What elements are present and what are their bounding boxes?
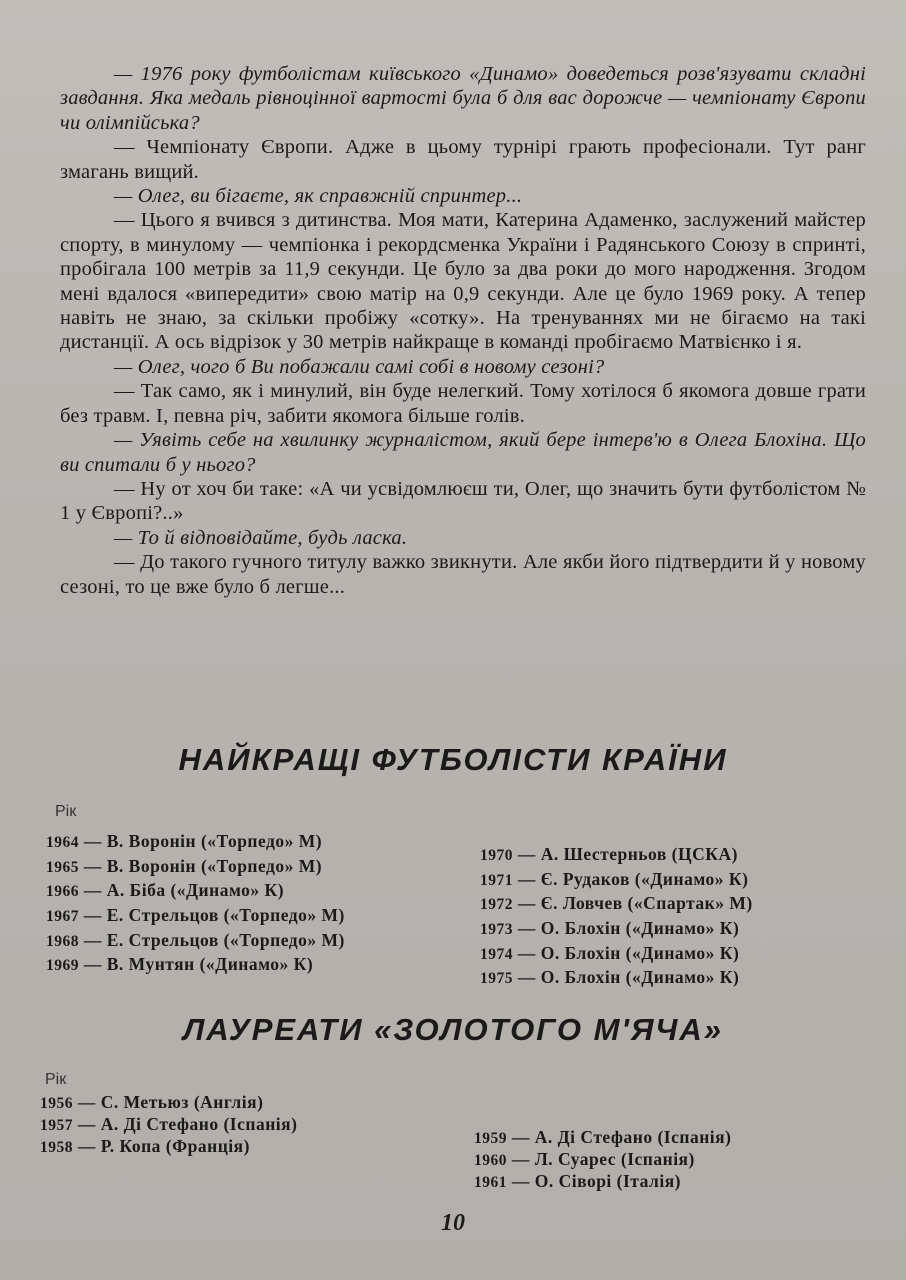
list-item: 1969 — В. Мунтян («Динамо» К) [46, 954, 314, 975]
golden-ball-list-right [474, 1126, 731, 1192]
list-item: 1960 — Л. Суарес (Іспанія) [474, 1149, 695, 1169]
list-item: 1961 — О. Сіворі (Італія) [474, 1171, 681, 1191]
interview-answer: — Чемпіонату Європи. Адже в цьому турнірі грають професіонали. Тут ранг змагань вищий. [60, 136, 866, 183]
best-players-list-right [480, 842, 753, 990]
list-item: 1968 — Е. Стрельцов («Торпедо» М) [46, 929, 345, 950]
page-number: 10 [441, 1210, 465, 1236]
list-item: 1964 — В. Воронін («Торпедо» М) [46, 831, 323, 851]
list-item: 1973 — О. Блохін («Динамо» К) [480, 918, 740, 939]
interview-question: — Олег, ви бігаєте, як справжній спринтер... [114, 185, 523, 208]
list-item: 1974 — О. Блохін («Динамо» К) [480, 942, 740, 963]
year-label: Рік [45, 1071, 67, 1088]
interview-answer: — Ну от хоч би таке: «А чи усвідомлюєш ти, Олег, що значить бути футболістом № 1 у Європі?..» [60, 477, 866, 525]
list-item: 1966 — А. Біба («Динамо» К) [46, 880, 285, 901]
best-players-heading: НАЙКРАЩІ ФУТБОЛІСТИ КРАЇНИ [178, 742, 728, 777]
interview-answer: — Цього я вчився з дитинства. Моя мати, Катерина Адаменко, заслужений майстер спорту, в минулому — чемпіонка і рекордсменка України і Радянського Союзу в спринті, пробігала 100 метрів за 11,9 секунди. Це було за два роки до мого народження. Згодом мені вдалося «випередити» свою матір на 0,9 секунди. Але це було 1969 року. А тепер навіть не знаю, за скільки пробіжу «сотку». На тренуваннях ми не бігаємо на такі дистанції. А ось відрізок у 30 метрів найкраще в команді пробігаємо Матвієнко і я. [60, 209, 866, 354]
golden-ball-list-left [40, 1091, 297, 1157]
list-item: 1959 — А. Ді Стефано (Іспанія) [474, 1127, 732, 1147]
interview-question: — 1976 року футболістам київського «Динамо» доведеться розв'язувати складні завдання. Яка медаль рівноцінної вартості була б для вас дорожче — чемпіонату Європи чи олімпійська? [60, 63, 866, 134]
list-item: 1970 — А. Шестерньов (ЦСКА) [480, 844, 738, 864]
golden-ball-heading: ЛАУРЕАТИ «ЗОЛОТОГО М'ЯЧА» [182, 1012, 724, 1047]
list-item: 1975 — О. Блохін («Динамо» К) [480, 967, 740, 988]
interview-answer: — До такого гучного титулу важко звикнути. Але якби його підтвердити й у новому сезоні, то це вже було б легше... [60, 551, 866, 598]
list-item: 1958 — Р. Копа (Франція) [40, 1136, 250, 1156]
list-item: 1971 — Є. Рудаков («Динамо» К) [480, 868, 749, 889]
interview-answer: — Так само, як і минулий, він буде нелегкий. Тому хотілося б якомога довше грати без травм. І, певна річ, забити якомога більше голів. [60, 380, 866, 427]
interview-question: — Уявіть себе на хвилинку журналістом, який бере інтерв'ю в Олега Блохіна. Що ви спитали б у нього? [60, 429, 866, 476]
list-item: 1956 — С. Метьюз (Англія) [40, 1092, 264, 1112]
interview-question: — То й відповідайте, будь ласка. [114, 526, 408, 549]
best-players-list-left [46, 829, 345, 977]
list-item: 1967 — Е. Стрельцов («Торпедо» М) [46, 905, 345, 926]
interview-question: — Олег, чого б Ви побажали самі собі в новому сезоні? [114, 355, 605, 378]
list-item: 1972 — Є. Ловчев («Спартак» М) [480, 893, 753, 914]
list-item: 1965 — В. Воронін («Торпедо» М) [46, 855, 323, 876]
list-item: 1957 — А. Ді Стефано (Іспанія) [40, 1114, 298, 1134]
year-label: Рік [55, 803, 77, 820]
interview-text [60, 62, 866, 599]
